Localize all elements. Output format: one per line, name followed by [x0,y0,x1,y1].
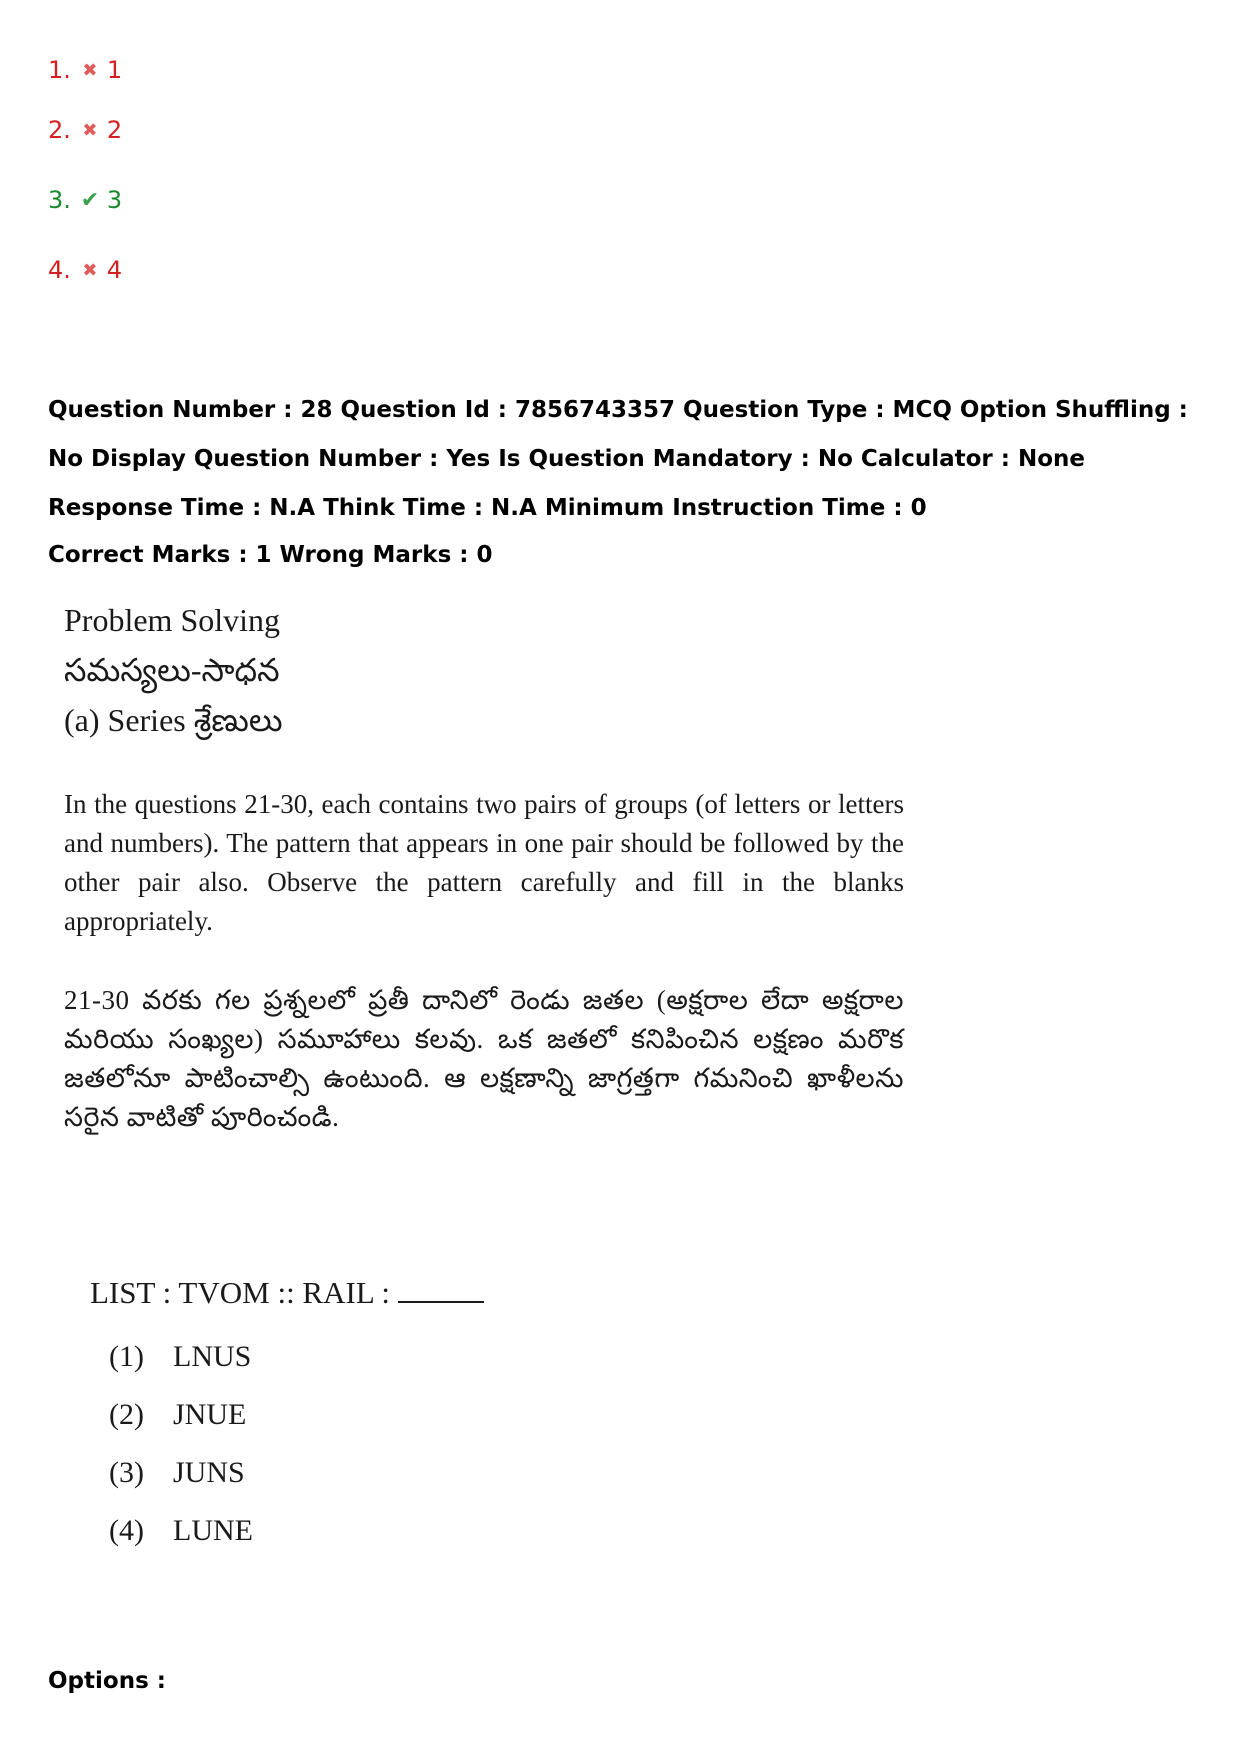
choice-text: LNUS [173,1340,252,1373]
option-number: 4. [48,256,71,284]
choice-number: (4) [109,1514,144,1547]
question-heading-te: సమస్యలు-సాధన [64,652,280,688]
choice-text: JUNS [173,1456,245,1489]
option-item [48,116,122,144]
question-image [64,595,904,1547]
question-metadata: Question Number : 28 Question Id : 7856743357 Question Type : MCQ Option Shuffling : No Display Question Number : Yes Is Question Mandatory : No Calculator : None Response Time : N.A Think Time : N.A Minimum Instruction Time : 0 [48,397,1188,521]
option-label: 2 [106,116,123,144]
option-label: 3 [106,186,123,214]
choice-item [109,1398,246,1432]
option-number: 2. [48,116,71,144]
wrong-cross-icon: ✖ [82,59,98,81]
choice-number: (1) [109,1340,144,1373]
choice-item [109,1514,253,1548]
choice-item [109,1456,245,1490]
question-section: (a) Series శ్రేణులు [64,702,283,738]
option-number: 3. [48,186,71,214]
choice-number: (3) [109,1456,144,1489]
wrong-cross-icon: ✖ [82,259,98,281]
wrong-cross-icon: ✖ [82,119,98,141]
instructions-te: 21-30 వరకు గల ప్రశ్నలలో ప్రతీ దానిలో రెండు జతల (అక్షరాల లేదా అక్షరాల మరియు సంఖ్యల) సమూహాలు కలవు. ఒక జతలో కనిపించిన లక్షణం మరొక జతలోనూ పాటించాల్సి ఉంటుంది. ఆ లక్షణాన్ని జాగ్రత్తగా గమనించి ఖాళీలను సరైన వాటితో పూరించండి. [64,985,904,1132]
question-marks: Correct Marks : 1 Wrong Marks : 0 [48,542,493,568]
option-label: 1 [106,56,123,84]
options-label: Options : [48,1668,166,1694]
option-item [48,56,122,84]
choice-item [109,1340,251,1374]
question-stem [90,1275,484,1311]
question-heading-en: Problem Solving [64,602,281,638]
correct-check-icon: ✔ [80,187,100,213]
choice-number: (2) [109,1398,144,1431]
option-label: 4 [106,256,123,284]
question-stem-text: LIST : TVOM :: RAIL : [90,1275,390,1310]
option-item [48,256,122,284]
choice-text: LUNE [173,1514,253,1547]
instructions-en: In the questions 21-30, each contains two pairs of groups (of letters or letters and numbers). The pattern that appears in one pair should be followed by the other pair also. Observe the pattern carefully and fill in the blanks appropriately. [64,789,904,936]
option-number: 1. [48,56,71,84]
option-item [48,186,122,214]
choice-text: JNUE [173,1398,247,1431]
answer-blank [398,1300,484,1303]
